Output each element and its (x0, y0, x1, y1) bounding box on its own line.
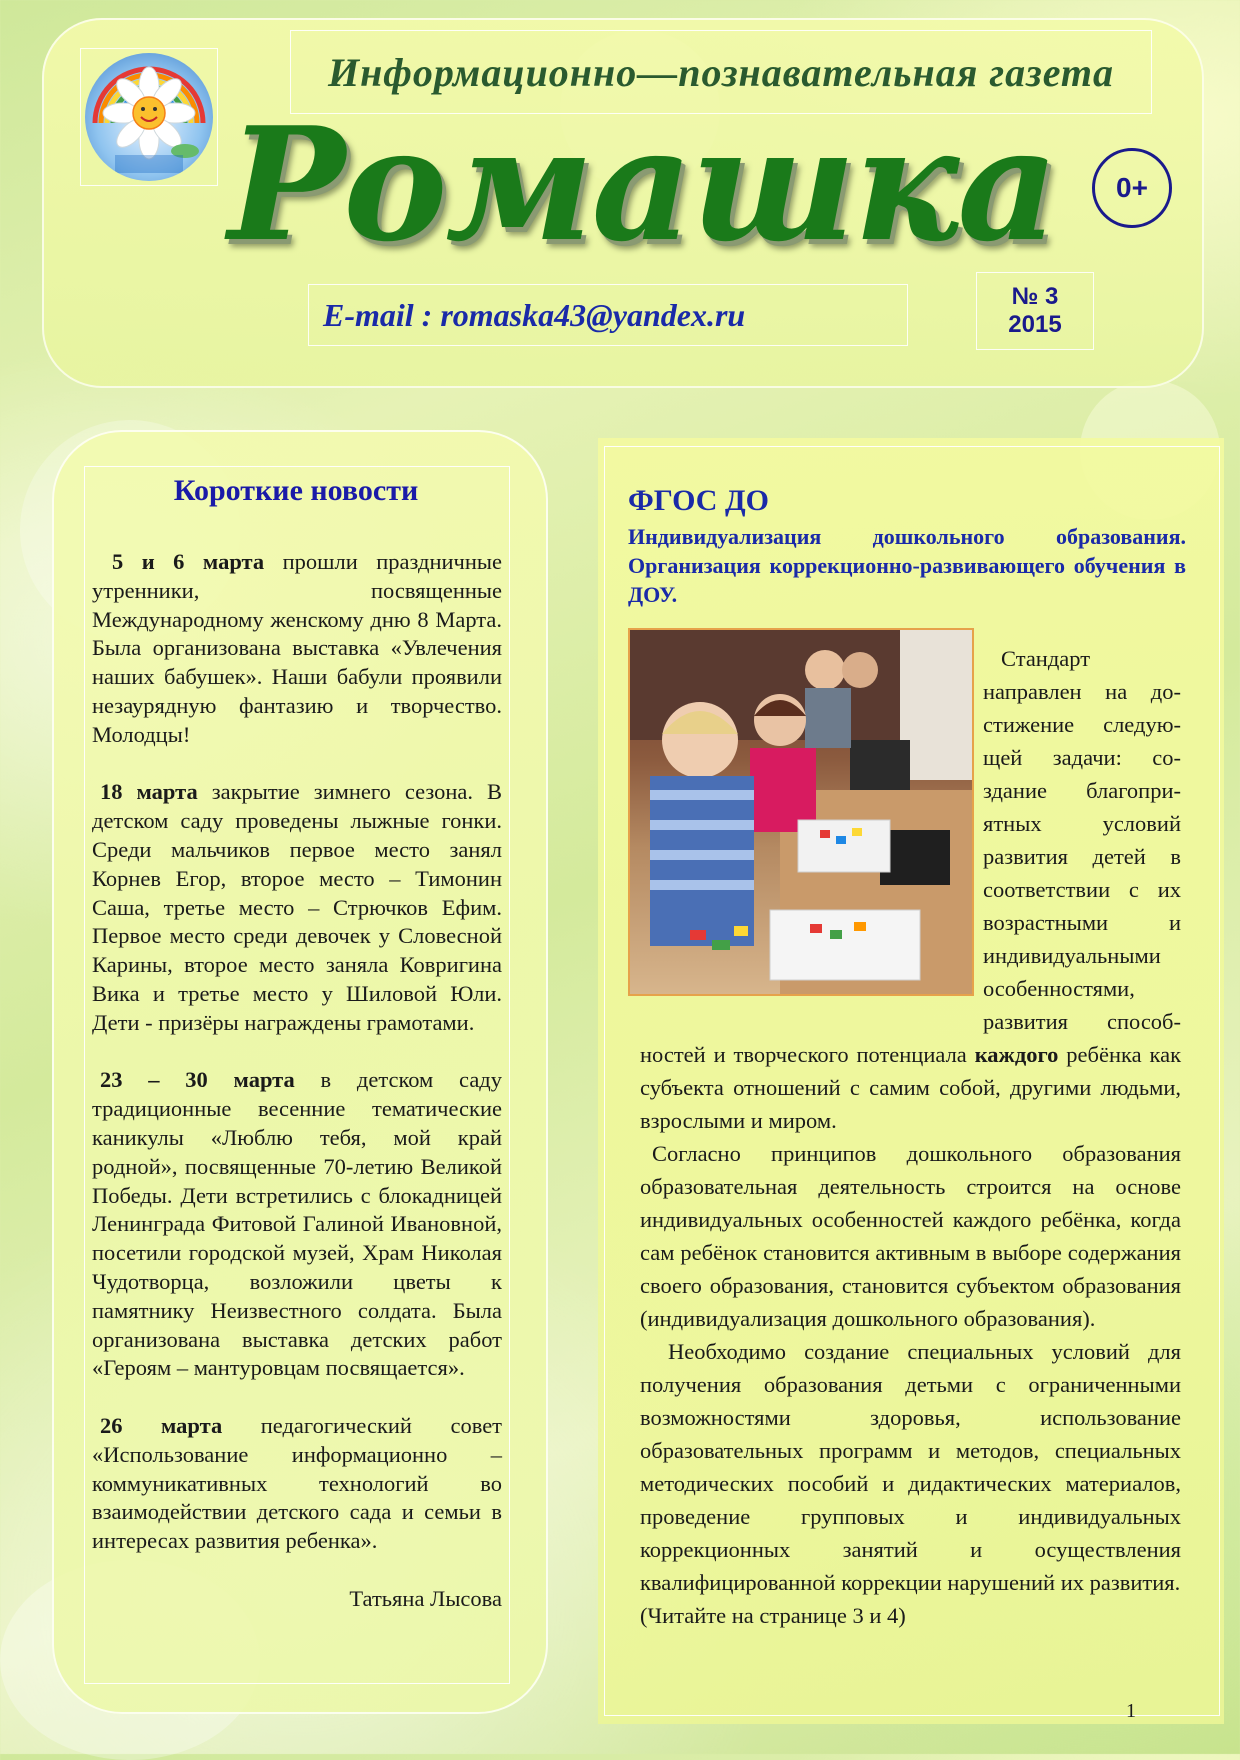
article-paragraph: Необходимо создание специальных условий для получения образования детьми с ограниченными возможностями здоровья, использование образовательных программ и методов, специальных методических пособий и дидактических материалов, проведение групповых и индивидуальных коррекционных занятий и осуществления квалифицированной коррекции нарушений их развития. (640, 1339, 1181, 1595)
news-item-text: прошли праздничные утренники, посвященные Международному женскому дню 8 Марта. Была организована выставка «Увлечения наших бабушек». Наши бабули проявили незаурядную фантазию и творчество. Молодцы! (92, 549, 502, 747)
news-item (92, 1066, 502, 1383)
news-item (92, 548, 502, 750)
article-paragraph: Согласно принципов дошкольного образования образовательная деятельность строится на основе индивидуальных особенностей каждого ребёнка, когда сам ребёнок становится активным в выборе содержания своего образования, становится субъектом образования (индивидуализация дошкольного образования). (640, 1141, 1181, 1331)
issue-year: 2015 (1008, 311, 1062, 338)
article-line: соответствии с их (983, 877, 1181, 902)
issue-info (976, 272, 1094, 350)
news-item-date: 18 марта (100, 779, 198, 805)
article-line: ятных условий (983, 811, 1181, 836)
news-item (92, 778, 502, 1037)
children-lego-photo (628, 628, 974, 996)
article-line: особенностями, (983, 976, 1135, 1001)
issue-number: № 3 (1011, 283, 1059, 310)
news-list (92, 548, 502, 1613)
article-line: здание благопри- (983, 778, 1181, 803)
article-text: ностей и творческого потенциала (640, 1042, 975, 1067)
article-line: развития способ- (983, 1009, 1181, 1034)
contact-email[interactable]: E-mail : romaska43@yandex.ru (308, 284, 908, 346)
article-text: ребёнка как субъекта отношений с самим собой, другими людьми, взрослыми и миром. (640, 1042, 1181, 1133)
newspaper-title: Ромашка (228, 93, 1057, 276)
news-author: Татьяна Лысова (349, 1585, 502, 1611)
continued-note[interactable]: (Читайте на странице 3 и 4) (640, 1603, 906, 1628)
logo-frame (80, 48, 218, 186)
age-rating-badge: 0+ (1092, 148, 1172, 228)
news-item-date: 26 марта (100, 1412, 223, 1438)
article-line: стижение следую- (983, 712, 1181, 737)
article-paragraph (640, 1038, 1181, 1137)
article-line: направлен на до- (983, 679, 1181, 704)
news-item-text: в детском саду традиционные весенние тематические каникулы «Люблю тебя, мой край родной», посвященные 70-летию Великой Победы. Дети встретились с блокадницей Ленинграда Фитовой Галиной Ивановной, посетили городской музей, Храм Николая Чудотворца, возложили цветы к памятнику Неизвестного солдата. Была организована выставка детских работ «Героям – мантуровцам посвящается». (92, 1067, 503, 1381)
article-line: развития детей в (983, 844, 1181, 869)
news-item-text: закрытие зимнего сезона. В детском саду проведены лыжные гонки. Среди мальчиков первое место занял Корнев Егор, второе место – Тимонин Саша, третье место – Стрючков Ефим. Первое место среди девочек у Словесной Карины, второе место заняла Ковригина Вика и третье место у Шиловой Юли. Дети - призёры награждены грамотами. (92, 779, 503, 1035)
news-heading: Короткие новости (173, 474, 419, 507)
daisy-logo-icon (85, 53, 213, 181)
tagline: Информационно—познавательная газета (290, 30, 1152, 114)
article-kicker: ФГОС ДО (628, 484, 769, 517)
article-body (640, 1038, 1181, 1632)
article-line: индивидуальными (983, 943, 1161, 968)
news-item-date: 23 – 30 марта (100, 1067, 295, 1093)
news-item (92, 1412, 502, 1556)
page-number: 1 (1126, 1700, 1136, 1722)
article-headline: Индивидуализация дошкольного образования. Организация коррекционно-развивающего обучения в ДОУ. (628, 524, 1186, 607)
news-item-date: 5 и 6 марта (112, 549, 265, 574)
article-line: щей задачи: со- (983, 745, 1181, 770)
news-item-text: педагогический совет «Использование информационно – коммуникативных технологий во взаимодействии детского сада и семьи в интересах развития ребенка». (92, 1412, 503, 1554)
article-side-column (983, 642, 1181, 1038)
article-emphasis: каждого (974, 1042, 1059, 1067)
article-line: возрастными и (983, 910, 1181, 935)
article-line: Стандарт (1001, 646, 1091, 671)
